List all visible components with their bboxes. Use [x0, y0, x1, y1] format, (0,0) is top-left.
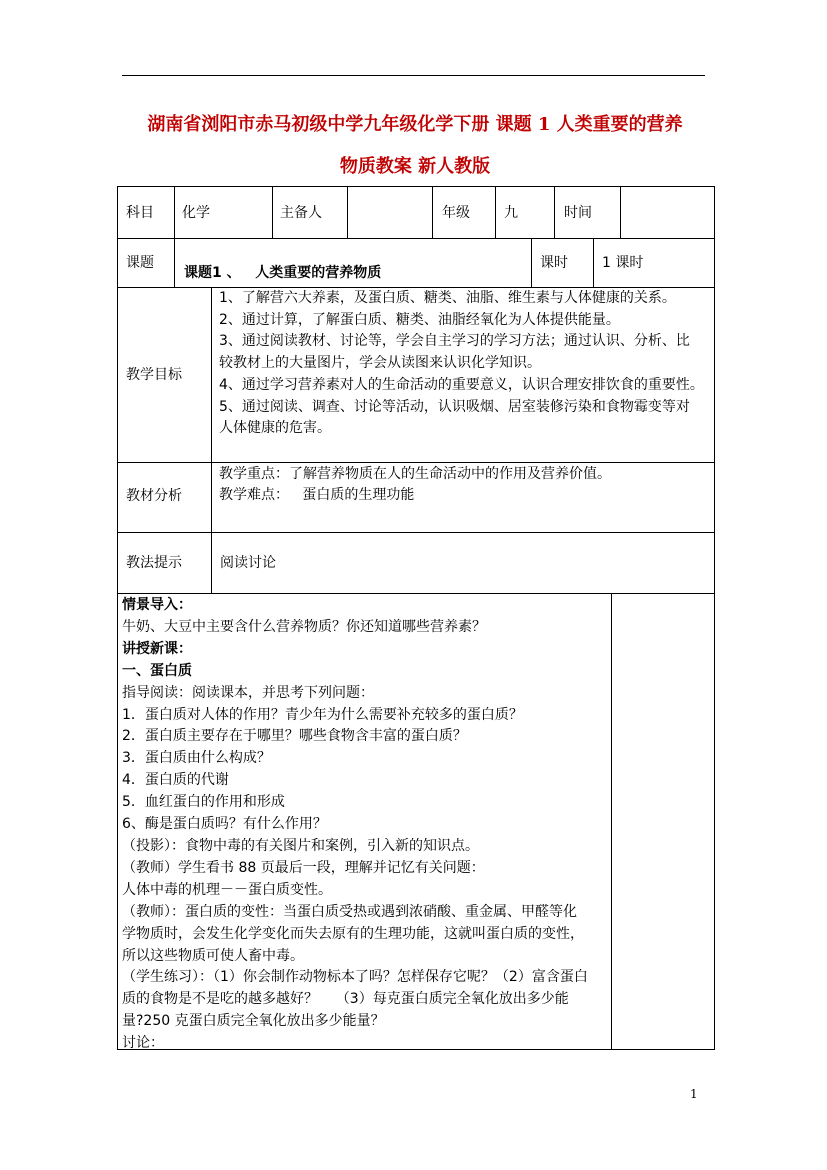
page-number: 1	[690, 1087, 698, 1101]
key-point-line: 教学重点：了解营养物质在人的生命活动中的作用及营养价值。	[219, 466, 611, 482]
content-line: 人体中毒的机理－－蛋白质变性。	[122, 881, 332, 898]
col-divider	[432, 187, 433, 238]
header-rule	[122, 75, 705, 76]
content-line: 1．蛋白质对人体的作用？青少年为什么需要补充较多的蛋白质？	[122, 706, 523, 723]
col-divider	[611, 593, 612, 1049]
row-divider	[118, 593, 714, 594]
row-divider	[118, 532, 714, 533]
col-divider	[593, 238, 594, 287]
title-line-2: 物质教案 新人教版	[339, 156, 491, 177]
content-line: 所以这些物质可使人畜中毒。	[122, 947, 304, 964]
content-line: 一、蛋白质	[122, 662, 192, 679]
content-line: 指导阅读：阅读课本，并思考下列问题：	[122, 684, 374, 701]
content-line: （学生练习）：（1）你会制作动物标本了吗？怎样保存它呢？（2）富含蛋白	[122, 969, 588, 986]
goal-line: 人体健康的危害。	[219, 420, 331, 437]
content-line: 3．蛋白质由什么构成？	[122, 750, 271, 767]
time-label: 时间	[564, 205, 592, 221]
lesson-table	[117, 186, 715, 1050]
difficult-point-line: 教学难点： 蛋白质的生理功能	[219, 487, 415, 503]
grade-value: 九	[504, 205, 518, 221]
subject-value: 化学	[182, 205, 210, 221]
hours-value: 1 课时	[602, 255, 644, 271]
content-line: 6、酶是蛋白质吗？有什么作用？	[122, 816, 327, 833]
topic-value: 课题1 、 人类重要的营养物质	[184, 265, 382, 281]
col-divider	[211, 287, 212, 593]
col-divider	[531, 238, 532, 287]
analysis-text	[219, 464, 611, 506]
goals-label: 教学目标	[126, 367, 182, 383]
col-divider	[620, 187, 621, 238]
content-line: 量?250 克蛋白质完全氧化放出多少能量？	[122, 1013, 385, 1030]
grade-label: 年级	[442, 205, 470, 221]
lesson-content	[122, 595, 608, 1055]
col-divider	[272, 187, 273, 238]
analysis-label: 教材分析	[126, 488, 182, 504]
col-divider	[347, 187, 348, 238]
col-divider	[174, 187, 175, 238]
goal-line: 4、通过学习营养素对人的生命活动的重要意义，认识合理安排饮食的重要性。	[219, 376, 704, 393]
goal-line: 较教材上的大量图片，学会从读图来认识化学知识。	[219, 355, 541, 372]
row-divider	[118, 238, 714, 239]
content-line: 情景导入：	[122, 597, 192, 613]
title-line-1: 湖南省浏阳市赤马初级中学九年级化学下册 课题 1 人类重要的营养	[147, 114, 683, 135]
content-line: 2．蛋白质主要存在于哪里？哪些食物含丰富的蛋白质？	[122, 728, 467, 745]
row-divider	[118, 462, 714, 463]
col-divider	[174, 238, 175, 287]
goal-line: 1、了解营六大养素，及蛋白质、糖类、油脂、维生素与人体健康的关系。	[219, 290, 676, 306]
subject-label: 科目	[126, 205, 154, 221]
col-divider	[495, 187, 496, 238]
content-line: 学物质时，会发生化学变化而失去原有的生理功能，这就叫蛋白质的变性，	[122, 925, 584, 942]
method-label: 教法提示	[126, 555, 182, 571]
content-line: 牛奶、大豆中主要含什么营养物质？你还知道哪些营养素？	[122, 618, 486, 635]
goal-line: 5、通过阅读、调查、讨论等活动，认识吸烟、居室装修污染和食物霉变等对	[219, 398, 690, 415]
content-line: 讲授新课：	[122, 640, 192, 657]
content-line: 讨论：	[122, 1035, 164, 1052]
goal-line: 3、通过阅读教材、讨论等，学会自主学习的学习方法；通过认识、分析、比	[219, 333, 690, 350]
content-line: （教师）学生看书 88 页最后一段，理解并记忆有关问题：	[122, 859, 485, 876]
content-line: （投影）：食物中毒的有关图片和案例，引入新的知识点。	[122, 837, 479, 854]
preparer-label: 主备人	[280, 205, 322, 221]
goal-line: 2、通过计算，了解蛋白质、糖类、油脂经氧化为人体提供能量。	[219, 311, 620, 328]
method-value: 阅读讨论	[220, 555, 276, 571]
content-line: 5．血红蛋白的作用和形成	[122, 794, 285, 811]
topic-label: 课题	[126, 255, 154, 271]
goals-list	[219, 288, 709, 440]
content-line: 4．蛋白质的代谢	[122, 772, 229, 789]
document-title	[112, 104, 718, 188]
content-line: 质的食物是不是吃的越多越好？ （3）每克蛋白质完全氧化放出多少能	[122, 991, 569, 1008]
col-divider	[554, 187, 555, 238]
hours-label: 课时	[540, 255, 568, 271]
content-line: （教师）：蛋白质的变性：当蛋白质受热或遇到浓硝酸、重金属、甲醛等化	[122, 903, 577, 920]
